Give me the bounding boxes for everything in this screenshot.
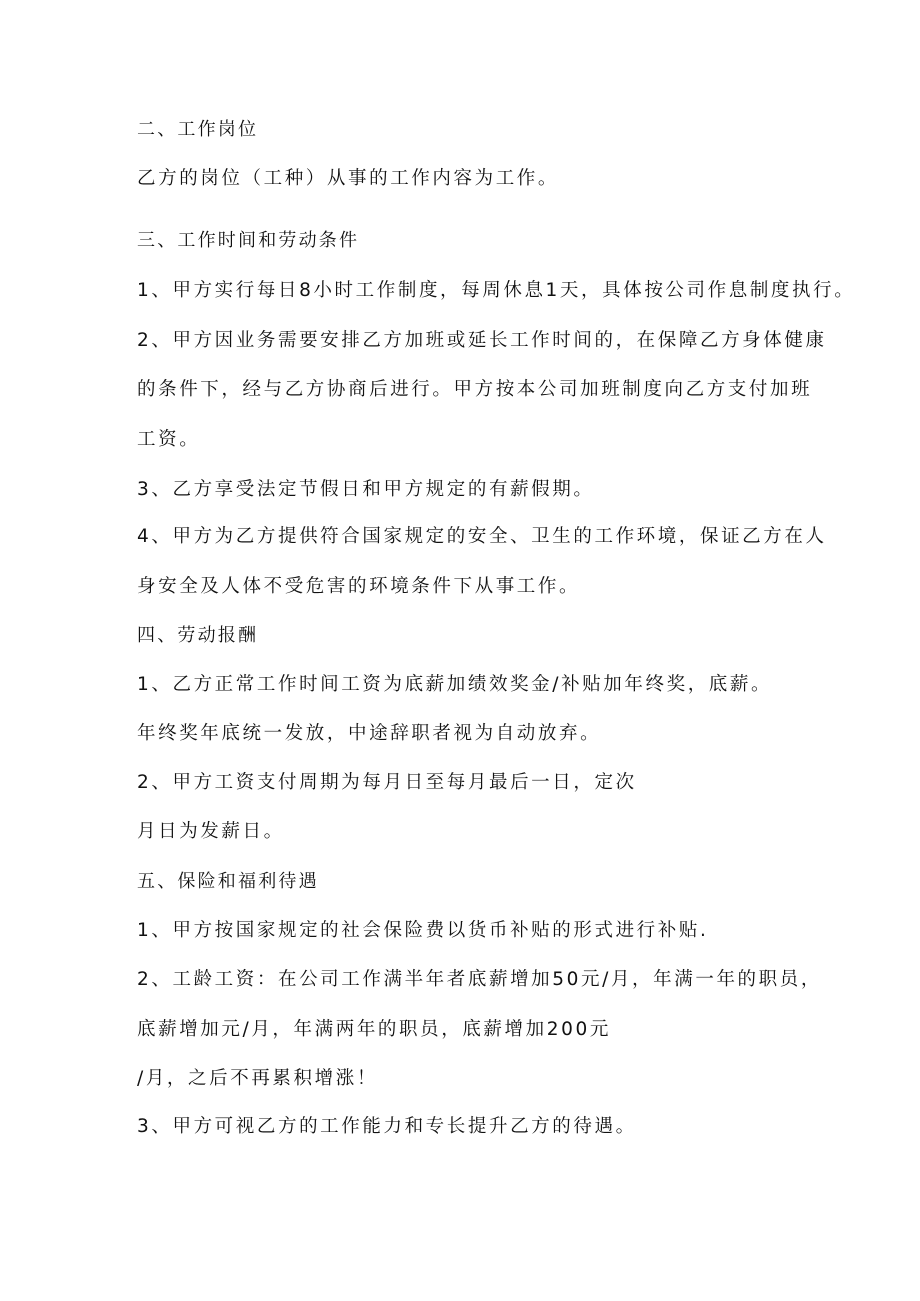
- section-heading-compensation: 四、劳动报酬: [137, 625, 259, 646]
- paragraph-line: 的条件下，经与乙方协商后进行。甲方按本公司加班制度向乙方支付加班: [137, 379, 813, 400]
- section-heading-work-position: 二、工作岗位: [137, 119, 259, 140]
- paragraph-line: 2、甲方因业务需要安排乙方加班或延长工作时间的，在保障乙方身体健康: [137, 330, 827, 351]
- paragraph-line: 1、甲方按国家规定的社会保险费以货币补贴的形式进行补贴.: [137, 920, 709, 941]
- paragraph-line: 1、甲方实行每日8小时工作制度，每周休息1天，具体按公司作息制度执行。: [137, 280, 856, 301]
- section-heading-work-hours: 三、工作时间和劳动条件: [137, 230, 360, 251]
- paragraph-line: 身安全及人体不受危害的环境条件下从事工作。: [137, 576, 581, 597]
- section-heading-insurance-benefits: 五、保险和福利待遇: [137, 871, 319, 892]
- paragraph-line: 1、乙方正常工作时间工资为底薪加绩效奖金/补贴加年终奖，底薪。: [137, 674, 773, 695]
- paragraph-line: 月日为发薪日。: [137, 821, 285, 842]
- paragraph-line: 年终奖年底统一发放，中途辞职者视为自动放弃。: [137, 723, 602, 744]
- paragraph-line: 2、工龄工资：在公司工作满半年者底薪增加50元/月，年满一年的职员，: [137, 969, 822, 990]
- paragraph-line: 乙方的岗位（工种）从事的工作内容为工作。: [137, 168, 560, 189]
- paragraph-line: /月，之后不再累积增涨！: [137, 1068, 378, 1089]
- paragraph-line: 底薪增加元/月，年满两年的职员，底薪增加200元: [137, 1019, 611, 1040]
- paragraph-line: 2、甲方工资支付周期为每月日至每月最后一日，定次: [137, 772, 637, 793]
- paragraph-line: 工资。: [137, 429, 201, 450]
- paragraph-line: 3、乙方享受法定节假日和甲方规定的有薪假期。: [137, 479, 595, 500]
- paragraph-line: 4、甲方为乙方提供符合国家规定的安全、卫生的工作环境，保证乙方在人: [137, 526, 827, 547]
- paragraph-line: 3、甲方可视乙方的工作能力和专长提升乙方的待遇。: [137, 1116, 637, 1137]
